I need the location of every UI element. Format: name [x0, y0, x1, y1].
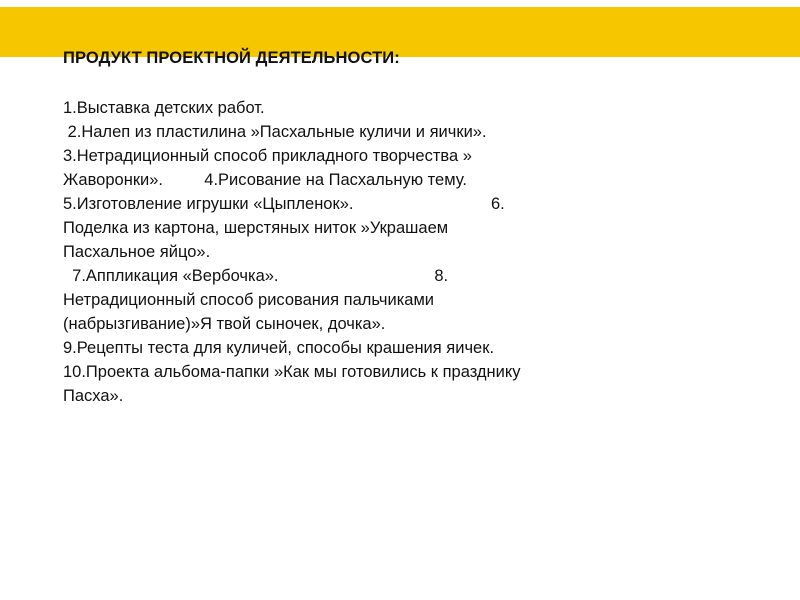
- list-line: (набрызгивание)»Я твой сыночек, дочка».: [63, 315, 386, 333]
- list-line: 3.Нетрадиционный способ прикладного творчества »: [63, 147, 472, 165]
- list-line: Жаворонки». 4.Рисование на Пасхальную тему.: [63, 171, 467, 189]
- list-line: 10.Проекта альбома-папки »Как мы готовились к празднику: [63, 363, 521, 381]
- list-line: Пасхальное яйцо».: [63, 243, 211, 261]
- slide-title: ПРОДУКТ ПРОЕКТНОЙ ДЕЯТЕЛЬНОСТИ:: [63, 49, 400, 67]
- list-line: 1.Выставка детских работ.: [63, 99, 265, 117]
- list-line: 9.Рецепты теста для куличей, способы крашения яичек.: [63, 339, 495, 357]
- list-line: 5.Изготовление игрушки «Цыпленок». 6.: [63, 195, 505, 213]
- slide-content: [63, 44, 623, 408]
- list-line: 7.Аппликация «Вербочка». 8.: [63, 267, 449, 285]
- list-line: Нетрадиционный способ рисования пальчиками: [63, 291, 435, 309]
- product-list: [63, 96, 623, 408]
- list-line: Пасха».: [63, 387, 124, 405]
- list-line: 2.Налеп из пластилина »Пасхальные куличи и яички».: [63, 123, 487, 141]
- list-line: Поделка из картона, шерстяных ниток »Украшаем: [63, 219, 449, 237]
